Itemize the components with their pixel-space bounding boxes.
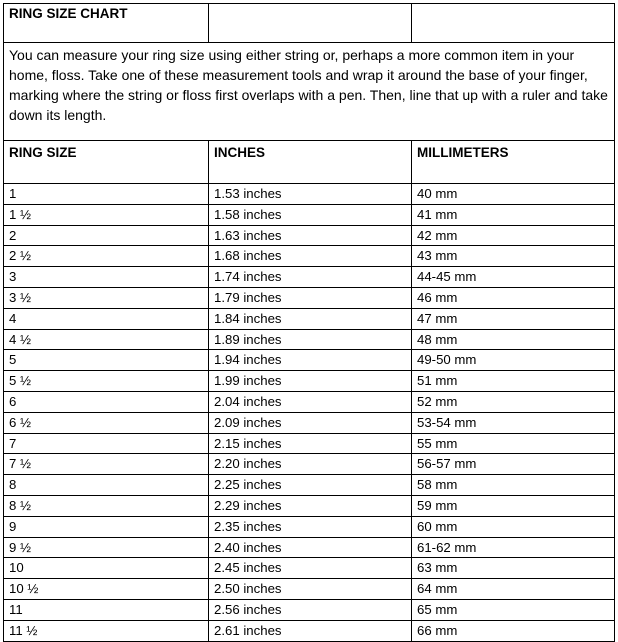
ring-size-cell: 11 ½ [4,620,209,641]
inches-cell: 2.40 inches [209,537,412,558]
millimeters-cell: 66 mm [412,620,615,641]
table-row [4,267,615,288]
millimeters-cell: 44-45 mm [412,267,615,288]
inches-cell: 2.20 inches [209,454,412,475]
inches-cell: 2.25 inches [209,475,412,496]
ring-size-cell: 5 ½ [4,371,209,392]
inches-cell: 1.89 inches [209,329,412,350]
millimeters-cell: 46 mm [412,287,615,308]
millimeters-cell: 41 mm [412,204,615,225]
millimeters-cell: 43 mm [412,246,615,267]
ring-size-cell: 6 ½ [4,412,209,433]
inches-cell: 1.79 inches [209,287,412,308]
millimeters-cell: 53-54 mm [412,412,615,433]
ring-size-table [3,3,615,642]
inches-cell: 2.50 inches [209,579,412,600]
ring-size-cell: 3 ½ [4,287,209,308]
column-header-inches: INCHES [209,141,412,184]
millimeters-cell: 63 mm [412,558,615,579]
table-row [4,371,615,392]
table-row [4,412,615,433]
millimeters-cell: 55 mm [412,433,615,454]
column-header-row [4,141,615,184]
table-row [4,433,615,454]
intro-paragraph: You can measure your ring size using either string or, perhaps a more common item in your home, floss. Take one of these measurement tools and wrap it around the base of your finger, marking where the string or floss first overlaps with a pen. Then, line that up with a ruler and take down its length. [4,43,615,141]
table-row [4,620,615,641]
empty-title-cell [412,4,615,43]
millimeters-cell: 48 mm [412,329,615,350]
table-body [4,4,615,642]
ring-size-cell: 7 ½ [4,454,209,475]
millimeters-cell: 52 mm [412,391,615,412]
inches-cell: 1.94 inches [209,350,412,371]
inches-cell: 2.45 inches [209,558,412,579]
intro-row [4,43,615,141]
inches-cell: 1.63 inches [209,225,412,246]
ring-size-cell: 10 [4,558,209,579]
table-row [4,246,615,267]
millimeters-cell: 42 mm [412,225,615,246]
ring-size-cell: 8 [4,475,209,496]
table-row [4,391,615,412]
table-row [4,454,615,475]
inches-cell: 1.68 inches [209,246,412,267]
ring-size-cell: 9 [4,516,209,537]
column-header-millimeters: MILLIMETERS [412,141,615,184]
ring-size-cell: 3 [4,267,209,288]
inches-cell: 2.61 inches [209,620,412,641]
ring-size-cell: 11 [4,599,209,620]
table-row [4,537,615,558]
inches-cell: 2.04 inches [209,391,412,412]
table-row [4,308,615,329]
ring-size-cell: 10 ½ [4,579,209,600]
millimeters-cell: 40 mm [412,184,615,205]
table-row [4,495,615,516]
table-row [4,184,615,205]
inches-cell: 1.74 inches [209,267,412,288]
millimeters-cell: 47 mm [412,308,615,329]
inches-cell: 1.99 inches [209,371,412,392]
ring-size-cell: 2 ½ [4,246,209,267]
millimeters-cell: 58 mm [412,475,615,496]
table-row [4,558,615,579]
inches-cell: 2.09 inches [209,412,412,433]
ring-size-cell: 9 ½ [4,537,209,558]
millimeters-cell: 64 mm [412,579,615,600]
inches-cell: 1.58 inches [209,204,412,225]
millimeters-cell: 56-57 mm [412,454,615,475]
table-row [4,225,615,246]
title-row [4,4,615,43]
millimeters-cell: 61-62 mm [412,537,615,558]
table-row [4,516,615,537]
millimeters-cell: 65 mm [412,599,615,620]
table-row [4,475,615,496]
millimeters-cell: 60 mm [412,516,615,537]
table-row [4,350,615,371]
inches-cell: 1.84 inches [209,308,412,329]
table-row [4,579,615,600]
ring-size-cell: 2 [4,225,209,246]
empty-title-cell [209,4,412,43]
inches-cell: 2.15 inches [209,433,412,454]
ring-size-cell: 1 ½ [4,204,209,225]
ring-size-cell: 4 [4,308,209,329]
millimeters-cell: 51 mm [412,371,615,392]
inches-cell: 2.56 inches [209,599,412,620]
ring-size-cell: 6 [4,391,209,412]
inches-cell: 2.35 inches [209,516,412,537]
inches-cell: 2.29 inches [209,495,412,516]
ring-size-cell: 7 [4,433,209,454]
ring-size-cell: 5 [4,350,209,371]
chart-title: RING SIZE CHART [4,4,209,43]
table-row [4,599,615,620]
inches-cell: 1.53 inches [209,184,412,205]
table-row [4,329,615,350]
millimeters-cell: 59 mm [412,495,615,516]
column-header-ring-size: RING SIZE [4,141,209,184]
table-row [4,204,615,225]
ring-size-cell: 1 [4,184,209,205]
ring-size-cell: 8 ½ [4,495,209,516]
millimeters-cell: 49-50 mm [412,350,615,371]
ring-size-cell: 4 ½ [4,329,209,350]
table-row [4,287,615,308]
